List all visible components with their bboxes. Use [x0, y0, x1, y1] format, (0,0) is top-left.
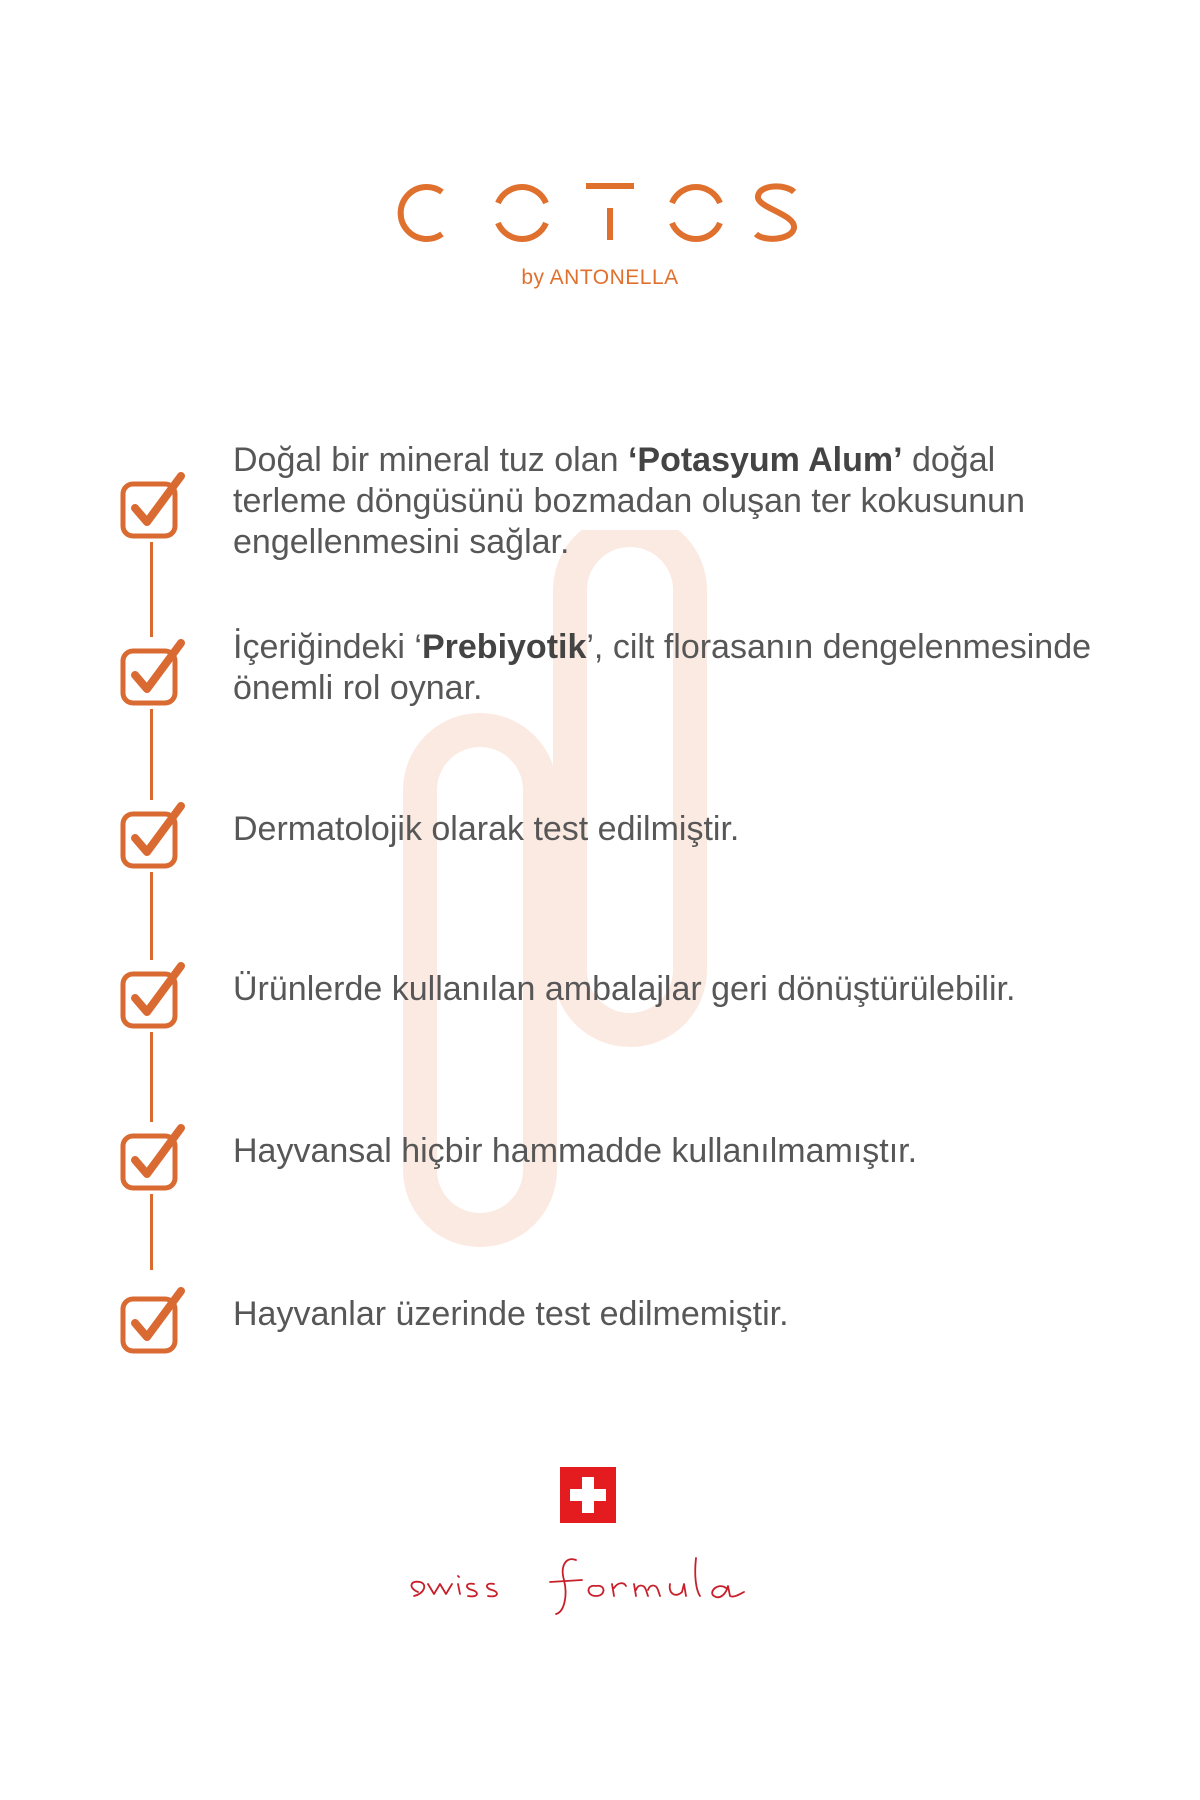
checklist-item-text: İçeriğindeki ‘Prebiyotik’, cilt florasanın dengelenmesinde önemli rol oynar.: [233, 628, 1092, 707]
checkbox-check-icon: [117, 470, 189, 542]
checkbox-check-icon: [117, 637, 189, 709]
checklist-item-text: Hayvansal hiçbir hammadde kullanılmamıştır.: [233, 1132, 918, 1170]
checkbox-check-icon: [117, 1122, 189, 1194]
swiss-flag-icon: [560, 1467, 616, 1523]
cotos-wordmark: [390, 180, 810, 246]
checkbox-check-icon: [117, 960, 189, 1032]
swiss-formula-signature-text: [0, 0, 1, 1]
checkbox-check-icon: [117, 800, 189, 872]
brand-subtitle: by ANTONELLA: [521, 266, 679, 289]
checklist-item-text: Dermatolojik olarak test edilmiştir.: [233, 810, 740, 848]
brand-logo: [0, 180, 1200, 290]
checklist-item-text: Ürünlerde kullanılan ambalajlar geri dönüştürülebilir.: [233, 970, 1016, 1008]
checklist-item-text: Doğal bir mineral tuz olan ‘Potasyum Alum’ doğal terleme döngüsünü bozmadan oluşan ter kokusunun engellenmesini sağlar.: [233, 441, 1025, 561]
swiss-formula-signature: [400, 1540, 800, 1620]
checkbox-check-icon: [117, 1285, 189, 1357]
checklist-item-text: Hayvanlar üzerinde test edilmemiştir.: [233, 1295, 789, 1333]
